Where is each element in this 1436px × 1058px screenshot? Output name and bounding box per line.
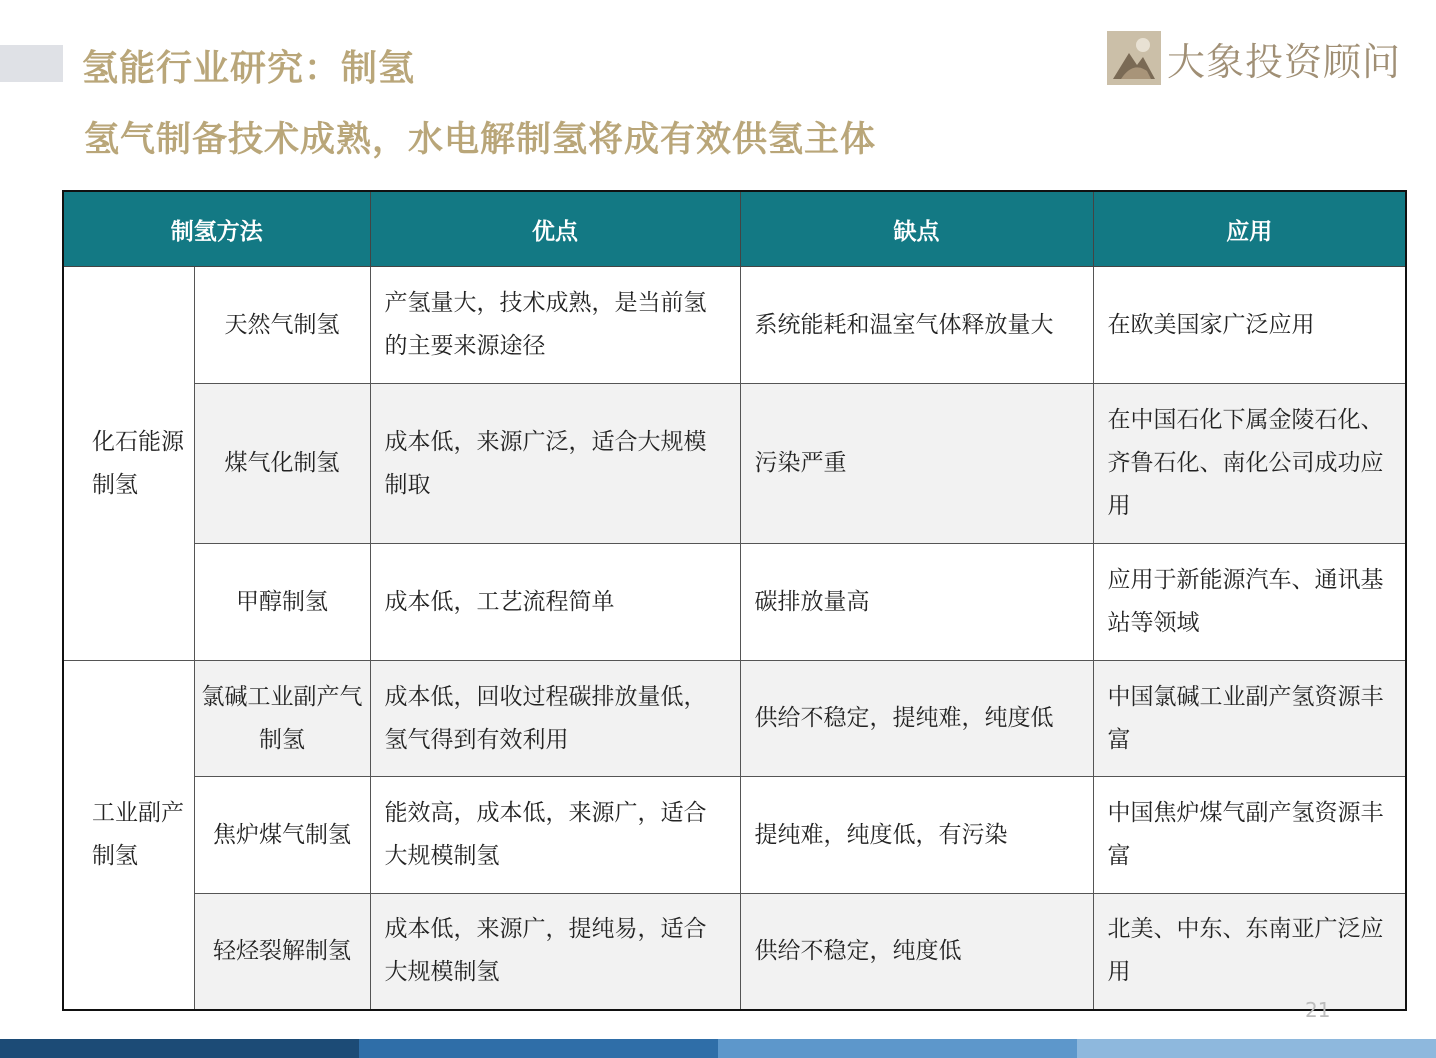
application-cell: 应用于新能源汽车、通讯基站等领域 bbox=[1093, 544, 1406, 661]
table-row bbox=[63, 267, 1406, 384]
category-cell: 化石能源制氢 bbox=[63, 267, 194, 661]
cons-cell: 碳排放量高 bbox=[740, 544, 1093, 661]
brand-name: 大象投资顾问 bbox=[1167, 39, 1402, 84]
cons-cell: 供给不稳定，提纯难，纯度低 bbox=[740, 661, 1093, 777]
footer-segment bbox=[1077, 1039, 1436, 1058]
brand-logo bbox=[1107, 31, 1401, 85]
method-cell: 煤气化制氢 bbox=[194, 384, 370, 544]
table-row bbox=[63, 384, 1406, 544]
header-pros: 优点 bbox=[370, 191, 740, 267]
method-cell: 轻烃裂解制氢 bbox=[194, 894, 370, 1010]
header-cons: 缺点 bbox=[740, 191, 1093, 267]
cons-cell: 提纯难，纯度低，有污染 bbox=[740, 777, 1093, 894]
table-row bbox=[63, 777, 1406, 894]
cons-cell: 供给不稳定，纯度低 bbox=[740, 894, 1093, 1010]
method-cell: 天然气制氢 bbox=[194, 267, 370, 384]
application-cell: 中国焦炉煤气副产氢资源丰富 bbox=[1093, 777, 1406, 894]
method-cell: 甲醇制氢 bbox=[194, 544, 370, 661]
pros-cell: 成本低，工艺流程简单 bbox=[370, 544, 740, 661]
application-cell: 中国氯碱工业副产氢资源丰富 bbox=[1093, 661, 1406, 777]
pros-cell: 能效高，成本低，来源广，适合大规模制氢 bbox=[370, 777, 740, 894]
pros-cell: 产氢量大，技术成熟，是当前氢的主要来源途径 bbox=[370, 267, 740, 384]
table-row bbox=[63, 661, 1406, 777]
footer-color-bar bbox=[0, 1039, 1436, 1058]
method-cell: 氯碱工业副产气制氢 bbox=[194, 661, 370, 777]
application-cell: 在中国石化下属金陵石化、齐鲁石化、南化公司成功应用 bbox=[1093, 384, 1406, 544]
cons-cell: 系统能耗和温室气体释放量大 bbox=[740, 267, 1093, 384]
footer-segment bbox=[718, 1039, 1077, 1058]
application-cell: 在欧美国家广泛应用 bbox=[1093, 267, 1406, 384]
page-number: 21 bbox=[1305, 998, 1331, 1022]
category-cell: 工业副产制氢 bbox=[63, 661, 194, 1010]
footer-segment bbox=[359, 1039, 718, 1058]
page-title: 氢能行业研究：制氢 bbox=[82, 48, 416, 89]
table-header-row bbox=[63, 191, 1406, 267]
pros-cell: 成本低，来源广泛，适合大规模制取 bbox=[370, 384, 740, 544]
table-row bbox=[63, 894, 1406, 1010]
hydrogen-methods-table bbox=[62, 190, 1407, 1011]
elephant-mountain-logo-icon bbox=[1107, 31, 1161, 85]
title-accent-bar bbox=[0, 45, 63, 82]
header-method: 制氢方法 bbox=[63, 191, 370, 267]
page-subtitle: 氢气制备技术成熟，水电解制氢将成有效供氢主体 bbox=[84, 120, 877, 160]
cons-cell: 污染严重 bbox=[740, 384, 1093, 544]
footer-segment bbox=[0, 1039, 359, 1058]
header-application: 应用 bbox=[1093, 191, 1406, 267]
pros-cell: 成本低，来源广，提纯易，适合大规模制氢 bbox=[370, 894, 740, 1010]
method-cell: 焦炉煤气制氢 bbox=[194, 777, 370, 894]
application-cell: 北美、中东、东南亚广泛应用 bbox=[1093, 894, 1406, 1010]
pros-cell: 成本低，回收过程碳排放量低，氢气得到有效利用 bbox=[370, 661, 740, 777]
table-row bbox=[63, 544, 1406, 661]
